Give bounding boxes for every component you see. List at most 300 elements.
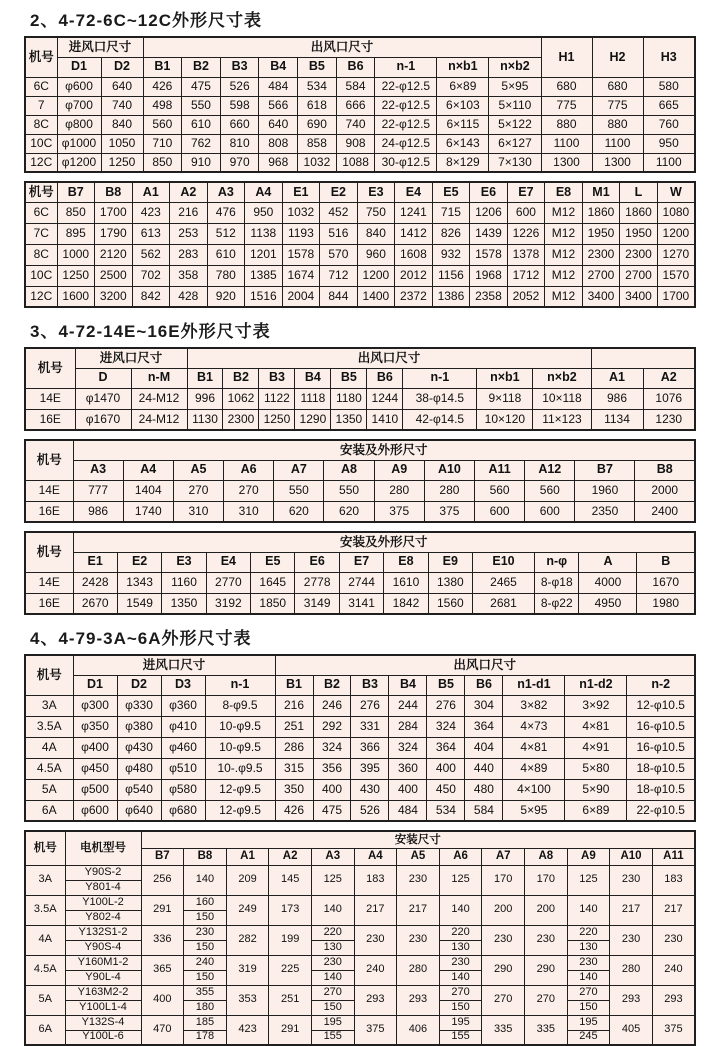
- col-header: n-2: [627, 675, 695, 695]
- cell: 230: [610, 865, 653, 895]
- col-header: E8: [384, 552, 428, 572]
- cell: 762: [182, 134, 221, 153]
- cell: φ500: [73, 779, 117, 800]
- col-header: 进风口尺寸: [73, 655, 275, 675]
- cell: 256: [141, 865, 184, 895]
- cell: 584: [336, 77, 375, 96]
- cell: 908: [336, 134, 375, 153]
- cell: 230: [652, 925, 695, 955]
- col-header: 安装及外形尺寸: [73, 440, 695, 460]
- cell: 1404: [123, 480, 173, 501]
- cell: 680: [592, 77, 643, 96]
- cell: 270: [224, 480, 274, 501]
- col-header: E1: [282, 182, 320, 202]
- cell: 5×95: [503, 800, 565, 821]
- cell: φ330: [117, 695, 161, 716]
- cell: 1180: [331, 388, 367, 409]
- cell: 440: [465, 758, 503, 779]
- col-header: 出风口尺寸: [143, 37, 541, 57]
- col-header: E2: [320, 182, 358, 202]
- cell: 598: [220, 96, 259, 115]
- cell: 702: [132, 265, 170, 286]
- cell: 12-φ9.5: [205, 779, 275, 800]
- col-header: A5: [397, 848, 440, 865]
- cell: 910: [182, 153, 221, 172]
- col-header: n-1: [375, 57, 437, 77]
- col-header: A4: [123, 460, 173, 480]
- cell: 4000: [579, 572, 637, 593]
- cell: 400: [141, 985, 184, 1015]
- cell: 775: [592, 96, 643, 115]
- cell: 1386: [432, 286, 470, 307]
- col-header: 进风口尺寸: [75, 348, 187, 368]
- col-header: E3: [357, 182, 395, 202]
- cell: 475: [313, 800, 351, 821]
- cell-split-top: 355: [184, 985, 227, 1000]
- cell: 2770: [206, 572, 250, 593]
- cell: 858: [298, 134, 337, 153]
- cell: 4×100: [503, 779, 565, 800]
- cell: 560: [525, 480, 575, 501]
- cell: 16-φ10.5: [627, 737, 695, 758]
- cell: 324: [427, 716, 465, 737]
- cell: φ460: [161, 737, 205, 758]
- cell: 844: [320, 286, 358, 307]
- cell: 1032: [282, 202, 320, 223]
- cell: 1290: [295, 409, 331, 430]
- col-header: 进风口尺寸: [57, 37, 143, 57]
- col-header: E10: [473, 552, 535, 572]
- cell: φ680: [161, 800, 205, 821]
- cell: 199: [269, 925, 312, 955]
- cell: 1549: [117, 593, 161, 614]
- col-header: A1: [591, 368, 643, 388]
- cell: 3×82: [503, 695, 565, 716]
- cell: M12: [545, 244, 583, 265]
- cell: 2778: [295, 572, 339, 593]
- cell: 610: [182, 115, 221, 134]
- col-header: H1: [541, 37, 592, 77]
- cell: 2300: [223, 409, 259, 430]
- cell-split-top: 220: [567, 925, 610, 940]
- col-header: B5: [331, 368, 367, 388]
- table-row: [25, 77, 695, 96]
- cell: 1160: [162, 572, 206, 593]
- cell: 7×130: [489, 153, 541, 172]
- cell: 430: [351, 779, 389, 800]
- cell: 1850: [251, 593, 295, 614]
- cell: 1050: [101, 134, 143, 153]
- cell-split-top: 270: [567, 985, 610, 1000]
- col-header: H2: [592, 37, 643, 77]
- cell: 1380: [428, 572, 472, 593]
- col-header: A1: [226, 848, 269, 865]
- cell: 550: [274, 480, 324, 501]
- cell: 3400: [582, 286, 620, 307]
- cell: 400: [427, 758, 465, 779]
- col-header: E7: [339, 552, 383, 572]
- cell: 850: [57, 202, 95, 223]
- table-row: [25, 593, 695, 614]
- col-header: B4: [389, 675, 427, 695]
- cell: 10-φ9.5: [205, 737, 275, 758]
- col-header: [591, 348, 695, 368]
- cell: 293: [610, 985, 653, 1015]
- cell: 2681: [473, 593, 535, 614]
- section-3a-6a-tables: [24, 654, 696, 1046]
- section-title: 2、4-72-6C~12C外形尺寸表: [30, 11, 262, 30]
- cell: φ510: [161, 758, 205, 779]
- row-label: 16E: [25, 501, 73, 522]
- col-header: E5: [432, 182, 470, 202]
- cell: 200: [524, 895, 567, 925]
- cell: 1118: [295, 388, 331, 409]
- col-header: D2: [117, 675, 161, 695]
- dimension-table: [24, 531, 696, 615]
- cell: 6×89: [565, 800, 627, 821]
- cell: 1250: [101, 153, 143, 172]
- cell: 1608: [395, 244, 433, 265]
- cell: 395: [351, 758, 389, 779]
- cell: 476: [207, 202, 245, 223]
- cell: 22-φ12.5: [375, 77, 437, 96]
- cell: 230: [610, 925, 653, 955]
- cell: 950: [643, 134, 695, 153]
- cell: 225: [269, 955, 312, 985]
- cell-split-top: 240: [184, 955, 227, 970]
- cell: 1250: [57, 265, 95, 286]
- cell: 400: [313, 779, 351, 800]
- cell: 2428: [73, 572, 117, 593]
- cell: φ1200: [57, 153, 101, 172]
- row-label: 14E: [25, 572, 73, 593]
- cell: 526: [220, 77, 259, 96]
- cell: φ600: [73, 800, 117, 821]
- cell: φ360: [161, 695, 205, 716]
- col-header: A9: [567, 848, 610, 865]
- col-header: A1: [132, 182, 170, 202]
- cell: 2400: [635, 501, 695, 522]
- header-row: [25, 552, 695, 572]
- col-header: E7: [507, 182, 545, 202]
- cell-split-top: 220: [439, 925, 482, 940]
- cell: 880: [592, 115, 643, 134]
- cell: 498: [143, 96, 182, 115]
- table-row: [25, 480, 695, 501]
- cell-split-bottom: 178: [184, 1030, 227, 1045]
- cell: 996: [187, 388, 223, 409]
- col-header: H3: [643, 37, 695, 77]
- col-header: B5: [427, 675, 465, 695]
- cell: 895: [57, 223, 95, 244]
- cell: φ430: [117, 737, 161, 758]
- row-label: 6C: [25, 202, 57, 223]
- cell: 240: [354, 955, 397, 985]
- cell: 183: [652, 865, 695, 895]
- dimension-table: [24, 439, 696, 523]
- cell: 38-φ14.5: [403, 388, 477, 409]
- cell: 2012: [395, 265, 433, 286]
- cell: 375: [354, 1015, 397, 1045]
- cell: 240: [652, 955, 695, 985]
- col-header: 机号: [25, 532, 73, 572]
- cell-split-bottom: 150: [567, 1000, 610, 1015]
- cell: 2500: [95, 265, 133, 286]
- cell: 475: [182, 77, 221, 96]
- cell: 715: [432, 202, 470, 223]
- cell: 580: [643, 77, 695, 96]
- table-row: [25, 409, 695, 430]
- cell: 5×110: [489, 96, 541, 115]
- cell: 450: [427, 779, 465, 800]
- cell: 3400: [620, 286, 658, 307]
- cell: 18-φ10.5: [627, 758, 695, 779]
- cell: 280: [374, 480, 424, 501]
- cell: 1200: [657, 223, 695, 244]
- header-row: [25, 348, 695, 368]
- cell: 1385: [245, 265, 283, 286]
- col-header: E5: [251, 552, 295, 572]
- cell: 10-.φ9.5: [205, 758, 275, 779]
- col-header: B4: [259, 57, 298, 77]
- table-row: [25, 737, 695, 758]
- cell: 4×81: [503, 737, 565, 758]
- cell: 5×122: [489, 115, 541, 134]
- cell: 404: [465, 737, 503, 758]
- row-label: 3.5A: [25, 716, 73, 737]
- cell: 251: [269, 985, 312, 1015]
- cell-split-bottom: 180: [184, 1000, 227, 1015]
- cell: 5×90: [565, 779, 627, 800]
- cell: 1076: [643, 388, 695, 409]
- cell: 230: [397, 925, 440, 955]
- cell: 170: [524, 865, 567, 895]
- cell: 246: [313, 695, 351, 716]
- cell-split-bottom: 130: [311, 940, 354, 955]
- cell: 8-φ22: [535, 593, 579, 614]
- cell: 6×89: [437, 77, 489, 96]
- col-header: E6: [295, 552, 339, 572]
- cell: 375: [652, 1015, 695, 1045]
- cell: 550: [324, 480, 374, 501]
- cell: 428: [170, 286, 208, 307]
- cell: 1201: [245, 244, 283, 265]
- cell: 484: [259, 77, 298, 96]
- cell: 360: [389, 758, 427, 779]
- cell-split-top: 270: [311, 985, 354, 1000]
- header-row: [25, 655, 695, 675]
- cell: 970: [220, 153, 259, 172]
- col-header: A4: [245, 182, 283, 202]
- table-row: [25, 115, 695, 134]
- cell: 2350: [575, 501, 635, 522]
- cell: 512: [207, 223, 245, 244]
- motor-model: Y100L-2: [65, 895, 141, 910]
- cell: 775: [541, 96, 592, 115]
- cell: 560: [475, 480, 525, 501]
- cell: 253: [170, 223, 208, 244]
- col-header: A3: [311, 848, 354, 865]
- cell: φ540: [117, 779, 161, 800]
- col-header: W: [657, 182, 695, 202]
- cell: 292: [313, 716, 351, 737]
- cell: 1950: [620, 223, 658, 244]
- col-header: n-1: [403, 368, 477, 388]
- cell: 526: [351, 800, 389, 821]
- cell: 850: [143, 153, 182, 172]
- table-row: [25, 223, 695, 244]
- cell: 4×73: [503, 716, 565, 737]
- col-header: 电机型号: [65, 831, 141, 865]
- cell: 284: [389, 716, 427, 737]
- cell: 423: [132, 202, 170, 223]
- cell: 400: [389, 779, 427, 800]
- cell: 230: [397, 865, 440, 895]
- cell: 1412: [395, 223, 433, 244]
- cell: 1400: [357, 286, 395, 307]
- cell: φ580: [161, 779, 205, 800]
- col-header: D1: [57, 57, 101, 77]
- col-header: A12: [525, 460, 575, 480]
- cell: 666: [336, 96, 375, 115]
- cell: 618: [298, 96, 337, 115]
- cell: 600: [475, 501, 525, 522]
- col-header: n1-d1: [503, 675, 565, 695]
- cell: 125: [567, 865, 610, 895]
- cell: 366: [351, 737, 389, 758]
- cell: 24-M12: [131, 388, 187, 409]
- cell: 1860: [620, 202, 658, 223]
- cell: 364: [465, 716, 503, 737]
- cell: 170: [482, 865, 525, 895]
- row-label: 16E: [25, 409, 75, 430]
- cell: 712: [320, 265, 358, 286]
- col-header: A8: [324, 460, 374, 480]
- dimension-table: [24, 830, 696, 1046]
- col-header: A6: [224, 460, 274, 480]
- cell: 319: [226, 955, 269, 985]
- cell: 610: [207, 244, 245, 265]
- col-header: M1: [582, 182, 620, 202]
- col-header: A7: [274, 460, 324, 480]
- cell: 1080: [657, 202, 695, 223]
- cell: 3192: [206, 593, 250, 614]
- cell: 516: [320, 223, 358, 244]
- header-row: [25, 368, 695, 388]
- cell: 534: [298, 77, 337, 96]
- cell: 290: [482, 955, 525, 985]
- cell: 280: [397, 955, 440, 985]
- cell: 1032: [298, 153, 337, 172]
- col-header: A4: [354, 848, 397, 865]
- cell: 740: [336, 115, 375, 134]
- cell: 280: [424, 480, 474, 501]
- cell: 620: [324, 501, 374, 522]
- cell: 740: [101, 96, 143, 115]
- section-6c-12c: [24, 6, 696, 308]
- cell: 1712: [507, 265, 545, 286]
- table-row: [25, 895, 695, 910]
- cell: 335: [482, 1015, 525, 1045]
- cell: 353: [226, 985, 269, 1015]
- cell: 2372: [395, 286, 433, 307]
- cell: 3200: [95, 286, 133, 307]
- section-title: 3、4-72-14E~16E外形尺寸表: [30, 322, 271, 341]
- col-header: B7: [57, 182, 95, 202]
- cell-split-bottom: 155: [311, 1030, 354, 1045]
- cell: 1100: [592, 134, 643, 153]
- row-label: 4.5A: [25, 955, 65, 985]
- row-label: 7: [25, 96, 57, 115]
- cell: 11×123: [533, 409, 591, 430]
- table-row: [25, 501, 695, 522]
- cell-split-top: 195: [439, 1015, 482, 1030]
- cell: 1674: [282, 265, 320, 286]
- col-header: A2: [170, 182, 208, 202]
- cell: 291: [269, 1015, 312, 1045]
- cell: 600: [507, 202, 545, 223]
- table-row: [25, 955, 695, 970]
- col-header: A2: [269, 848, 312, 865]
- cell: 1250: [259, 409, 295, 430]
- table-row: [25, 134, 695, 153]
- table-row: [25, 265, 695, 286]
- table-row: [25, 758, 695, 779]
- cell: 209: [226, 865, 269, 895]
- cell-split-bottom: 140: [311, 970, 354, 985]
- table-row: [25, 985, 695, 1000]
- col-header: E8: [545, 182, 583, 202]
- col-header: A3: [73, 460, 123, 480]
- cell: 335: [524, 1015, 567, 1045]
- cell: 1100: [541, 134, 592, 153]
- cell: 920: [207, 286, 245, 307]
- cell: 8-φ18: [535, 572, 579, 593]
- table-row: [25, 286, 695, 307]
- col-header: B1: [187, 368, 223, 388]
- col-header: D1: [73, 675, 117, 695]
- col-header: 机号: [25, 348, 75, 388]
- col-header: B3: [351, 675, 389, 695]
- col-header: n×b1: [477, 368, 533, 388]
- cell: 405: [610, 1015, 653, 1045]
- cell: 1100: [643, 153, 695, 172]
- cell: 550: [182, 96, 221, 115]
- col-header: E4: [395, 182, 433, 202]
- cell: M12: [545, 265, 583, 286]
- cell: 9×118: [477, 388, 533, 409]
- motor-model: Y90S-4: [65, 940, 141, 955]
- col-header: B8: [95, 182, 133, 202]
- cell: 1206: [470, 202, 508, 223]
- col-header: 安装尺寸: [141, 831, 695, 848]
- cell-split-bottom: 150: [311, 1000, 354, 1015]
- cell: 932: [432, 244, 470, 265]
- cell: 125: [311, 865, 354, 895]
- cell: 125: [439, 865, 482, 895]
- row-label: 10C: [25, 134, 57, 153]
- col-header: D3: [161, 675, 205, 695]
- cell: 690: [298, 115, 337, 134]
- cell-split-top: 195: [567, 1015, 610, 1030]
- cell: M12: [545, 202, 583, 223]
- header-row: [25, 675, 695, 695]
- cell: 364: [427, 737, 465, 758]
- col-header: B7: [141, 848, 184, 865]
- cell: φ640: [117, 800, 161, 821]
- cell: 1241: [395, 202, 433, 223]
- row-label: 6A: [25, 1015, 65, 1045]
